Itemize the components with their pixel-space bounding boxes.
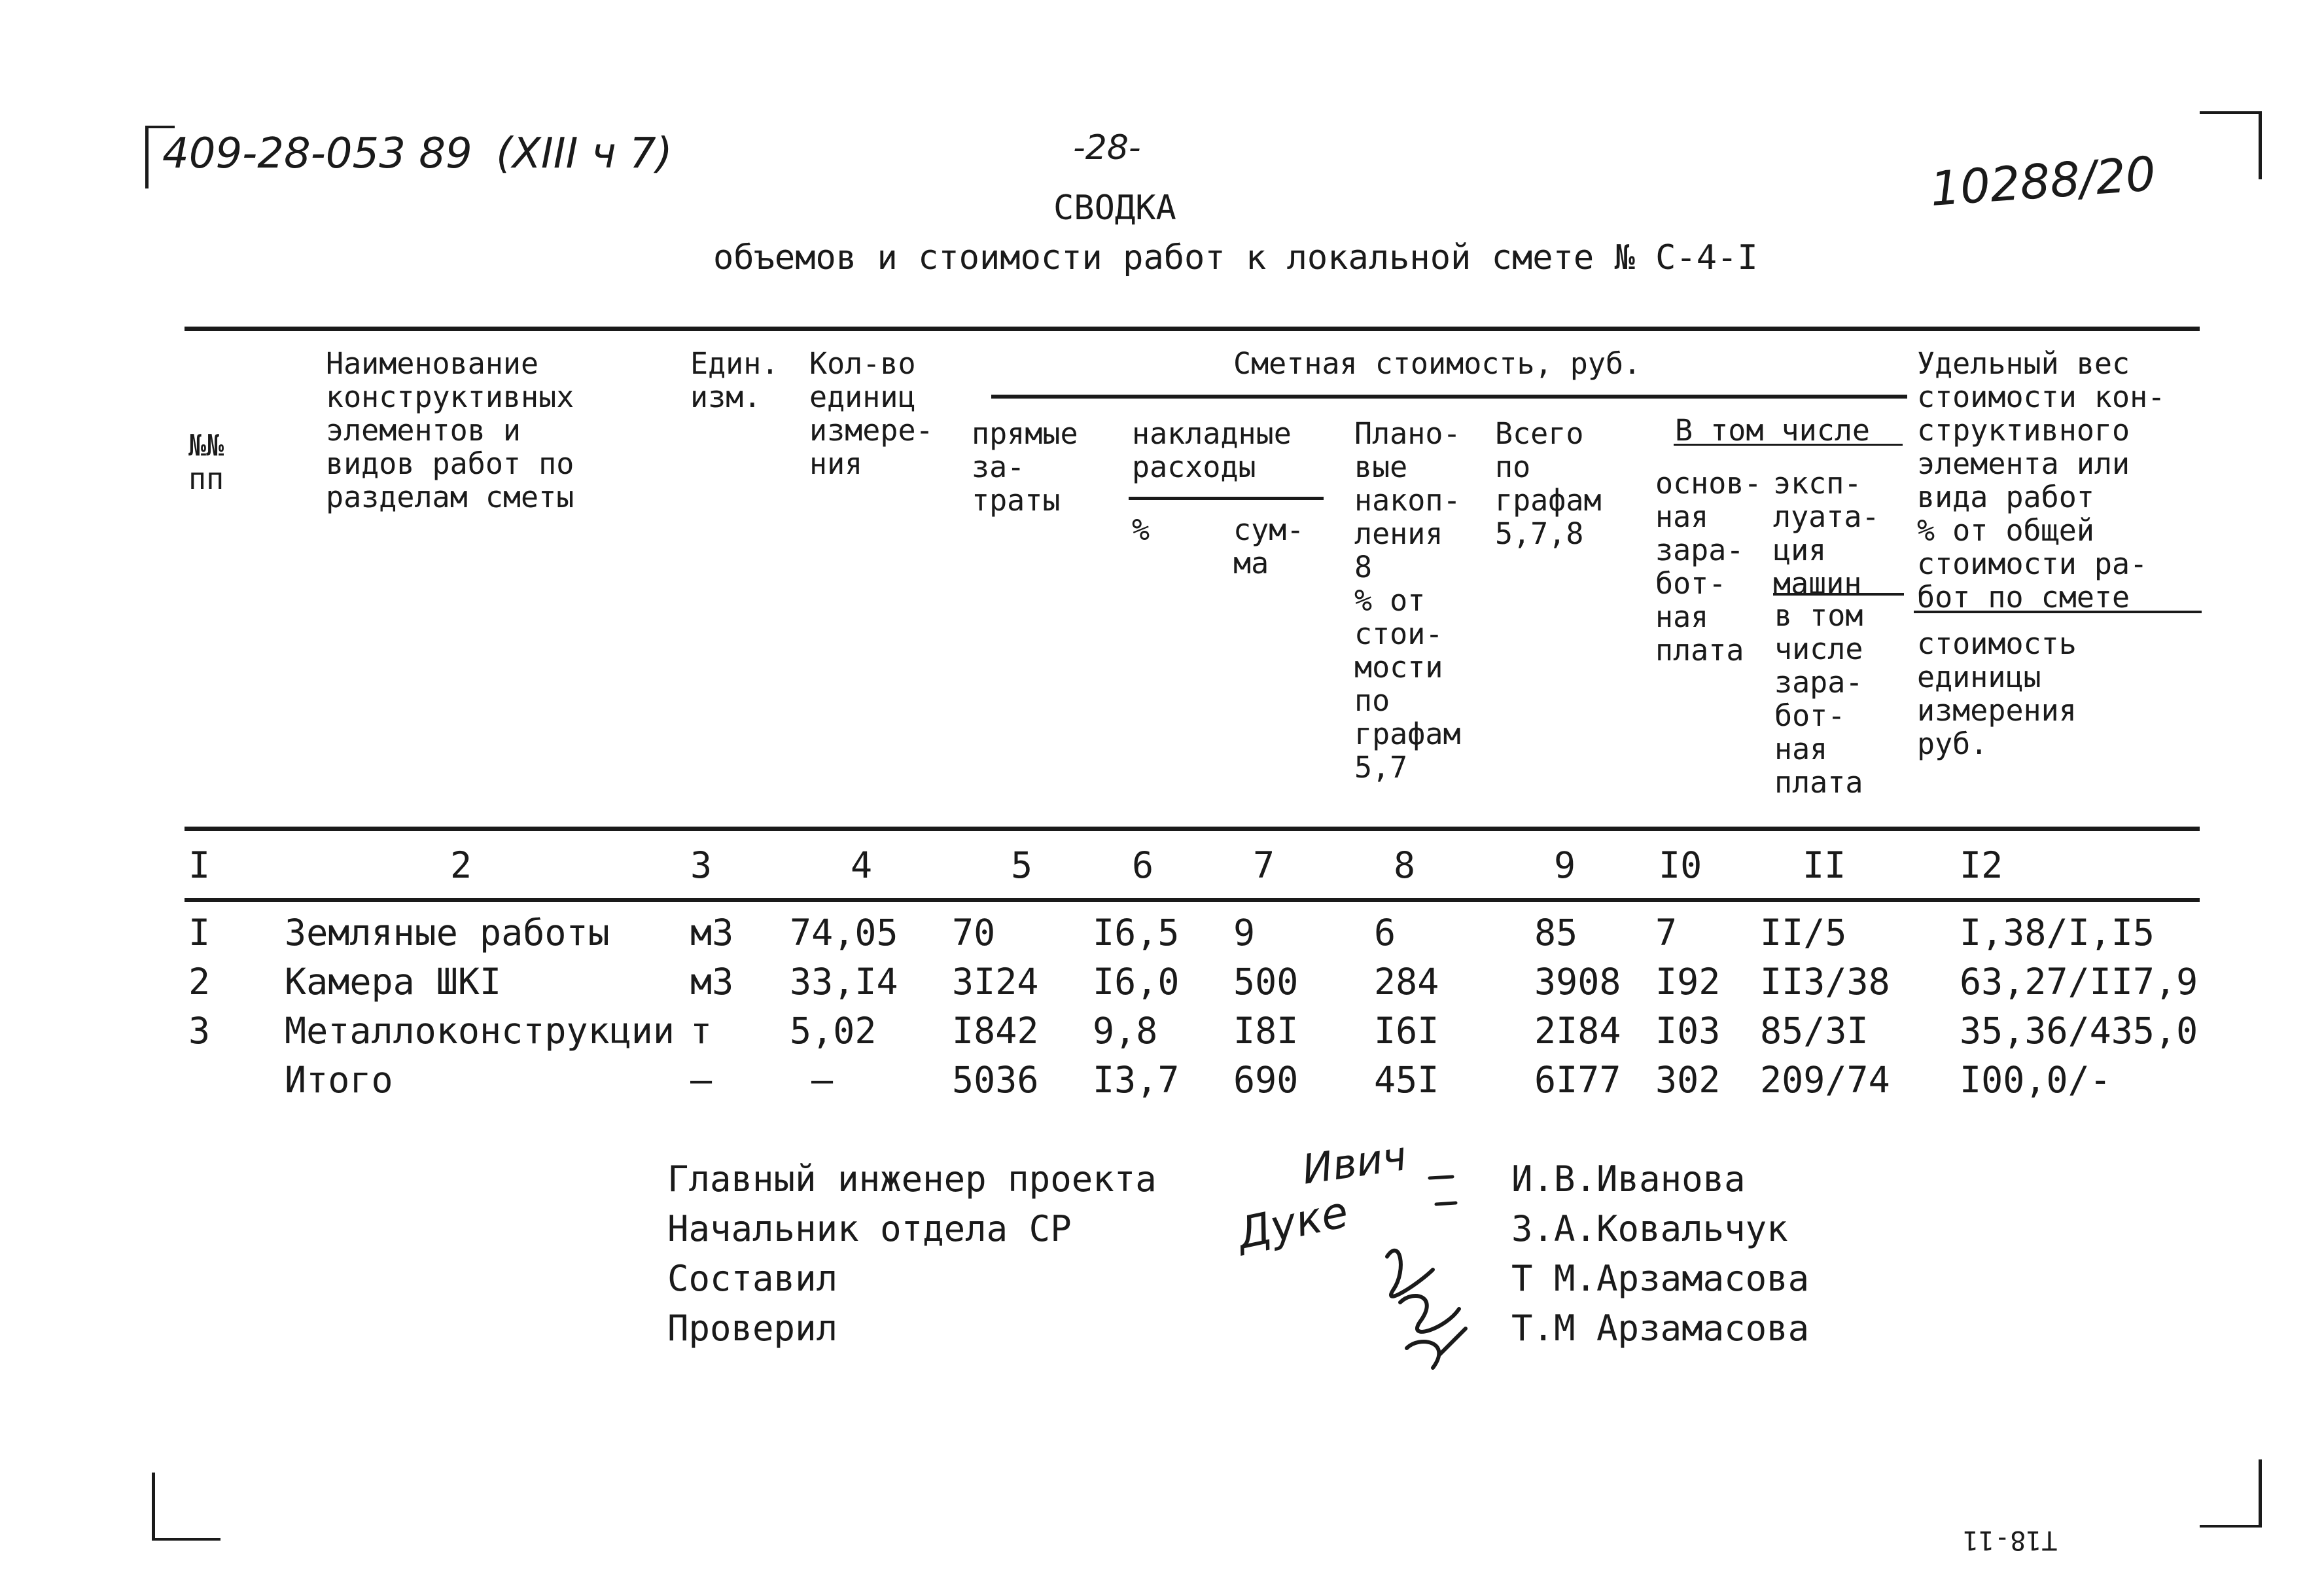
cell-machines: II/5 [1760, 912, 1847, 954]
cell-name: Металлоконструкции [285, 1010, 675, 1052]
column-number: 7 [1253, 844, 1275, 886]
cell-overhead-sum: I8I [1233, 1010, 1299, 1052]
header-overhead-pct: % [1132, 512, 1150, 547]
header-unit-cost: стоимость единицы измерения руб. [1917, 626, 2077, 761]
cell-name: Итого [285, 1059, 393, 1101]
document-code-suffix: (XIII ч 7) [496, 130, 673, 178]
header-num: №№ пп [188, 428, 224, 496]
stamp-code: T18-11 [1963, 1525, 2058, 1555]
cell-machines: 85/3I [1760, 1010, 1869, 1052]
cell-num: 2 [188, 961, 211, 1003]
cell-planned: 6 [1374, 912, 1396, 954]
header-machines-wage: в том числе зара- бот- ная плата [1774, 598, 1863, 800]
cell-wage: 7 [1655, 912, 1678, 954]
column-number: 2 [450, 844, 472, 886]
header-weight: Удельный вес стоимости кон- структивного элемента или вида работ % от общей стоимости ра- бот по смете [1917, 346, 2166, 615]
handwritten-signature: Дуке [1232, 1187, 1353, 1259]
header-unit: Един. изм. [690, 346, 779, 414]
cell-qty: 74,05 [790, 912, 898, 954]
column-number: 9 [1554, 844, 1576, 886]
header-machines: эксп- луата- ция машин [1773, 466, 1880, 601]
cell-weight: I00,0/- [1960, 1059, 2111, 1101]
cell-overhead-pct: I6,5 [1093, 912, 1180, 954]
cell-name: Камера ШКI [285, 961, 502, 1003]
cell-total: 3908 [1534, 961, 1621, 1003]
cell-overhead-sum: 690 [1233, 1059, 1299, 1101]
header-name: Наименование конструктивных элементов и видов работ по разделам сметы [326, 346, 574, 514]
document-code-number: 409-28-053 89 [162, 130, 472, 178]
signature-role: Начальник отдела СР [667, 1208, 1072, 1249]
cell-overhead-pct: 9,8 [1093, 1010, 1158, 1052]
header-overhead-sum: сум- ма [1233, 512, 1305, 581]
signature-name: Т М.Арзамасова [1511, 1258, 1810, 1299]
cell-unit: т [690, 1010, 713, 1052]
document-subtitle: объемов и стоимости работ к локальной смете № С-4-I [713, 238, 1758, 277]
cell-total: 2I84 [1534, 1010, 1621, 1052]
cell-overhead-pct: I6,0 [1093, 961, 1180, 1003]
cell-weight: 35,36/435,0 [1960, 1010, 2198, 1052]
cell-weight: 63,27/II7,9 [1960, 961, 2198, 1003]
corner-mark-bottom-right [2200, 1459, 2262, 1528]
header-total: Всего по графам 5,7,8 [1495, 416, 1602, 551]
signature-role: Проверил [667, 1308, 838, 1349]
cell-qty: 33,I4 [790, 961, 898, 1003]
table-top-rule [185, 327, 2200, 331]
corner-mark-bottom-left [152, 1473, 220, 1541]
signature-dash [1426, 1171, 1472, 1211]
cell-qty: 5,02 [790, 1010, 877, 1052]
cell-direct: 70 [952, 912, 996, 954]
column-number: 8 [1394, 844, 1416, 886]
column-number: I2 [1960, 844, 2003, 886]
cell-num: 3 [188, 1010, 211, 1052]
overhead-rule [1129, 497, 1324, 500]
cell-total: 6I77 [1534, 1059, 1621, 1101]
cell-weight: I,38/I,I5 [1960, 912, 2155, 954]
header-cost-group: Сметная стоимость, руб. [1233, 346, 1642, 381]
cell-total: 85 [1534, 912, 1578, 954]
column-number: I [188, 844, 211, 886]
handwritten-signature-scribble [1361, 1230, 1492, 1387]
header-direct: прямые за- траты [972, 416, 1078, 518]
column-number: 6 [1132, 844, 1154, 886]
header-bottom-rule [185, 827, 2200, 831]
cell-direct: I842 [952, 1010, 1039, 1052]
header-wage: основ- ная зара- бот- ная плата [1655, 466, 1762, 668]
signature-name: И.В.Иванова [1511, 1158, 1746, 1200]
cell-unit: м3 [690, 912, 734, 954]
handwritten-signature: Ивич [1299, 1132, 1410, 1194]
column-number: I0 [1659, 844, 1702, 886]
cell-unit: м3 [690, 961, 734, 1003]
cell-overhead-pct: I3,7 [1093, 1059, 1180, 1101]
column-number: 3 [690, 844, 713, 886]
cell-qty: – [811, 1059, 834, 1101]
cell-machines: II3/38 [1760, 961, 1890, 1003]
signature-name: Т.М Арзамасова [1511, 1308, 1810, 1349]
cell-unit: – [690, 1059, 713, 1101]
cell-num: I [188, 912, 211, 954]
column-number: 5 [1011, 844, 1033, 886]
archive-number: 10288/20 [1928, 146, 2158, 217]
cell-wage: I92 [1655, 961, 1721, 1003]
corner-mark-top-right [2200, 111, 2262, 179]
page-number: -28- [1073, 128, 1141, 168]
document-title: СВОДКА [1053, 188, 1176, 228]
cell-direct: 5036 [952, 1059, 1039, 1101]
cell-machines: 209/74 [1760, 1059, 1890, 1101]
cell-wage: I03 [1655, 1010, 1721, 1052]
cell-overhead-sum: 9 [1233, 912, 1256, 954]
cell-wage: 302 [1655, 1059, 1721, 1101]
signature-role: Главный инженер проекта [667, 1158, 1157, 1200]
header-qty: Кол-во единиц измере- ния [809, 346, 934, 481]
signature-role: Составил [667, 1258, 838, 1299]
cell-planned: I6I [1374, 1010, 1439, 1052]
header-overhead: накладные расходы [1132, 416, 1292, 484]
header-planned: Плано- вые накоп- ления 8 % от стои- мости по графам 5,7 [1354, 416, 1461, 785]
cell-direct: 3I24 [952, 961, 1039, 1003]
column-number: II [1803, 844, 1846, 886]
document-code [162, 130, 673, 178]
cost-group-rule [991, 395, 1907, 399]
colnum-bottom-rule [185, 898, 2200, 902]
cell-planned: 45I [1374, 1059, 1439, 1101]
cell-overhead-sum: 500 [1233, 961, 1299, 1003]
column-number: 4 [851, 844, 873, 886]
signature-name: З.А.Ковальчук [1511, 1208, 1788, 1249]
cell-name: Земляные работы [285, 912, 610, 954]
header-incl: В том числе [1675, 413, 1871, 448]
cell-planned: 284 [1374, 961, 1439, 1003]
